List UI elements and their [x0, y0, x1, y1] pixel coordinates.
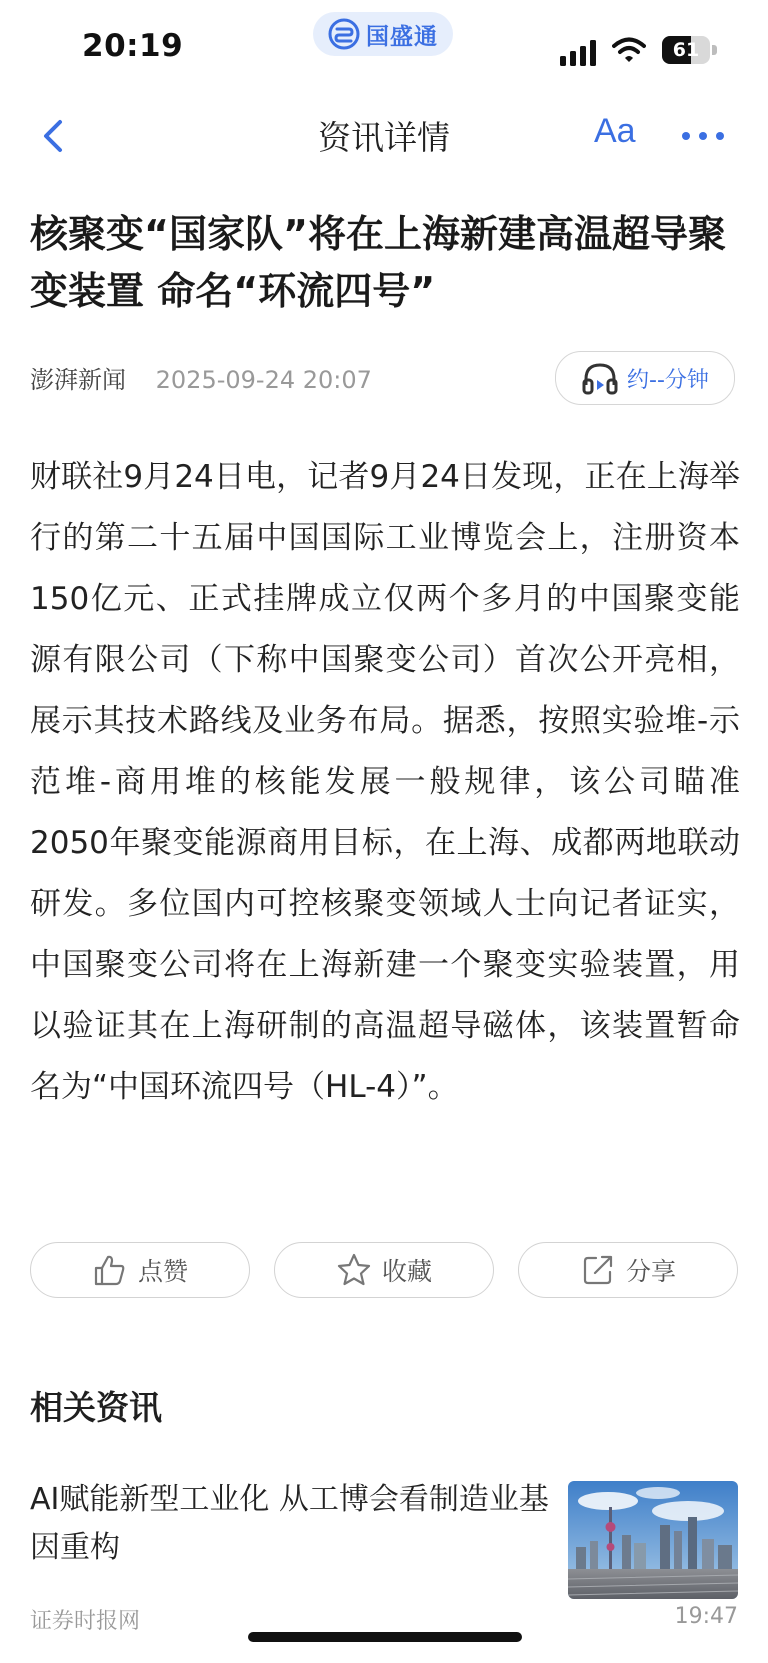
- like-button[interactable]: [30, 1242, 250, 1298]
- status-bar: [0, 0, 768, 100]
- thumbs-up-icon: [92, 1252, 128, 1288]
- article-body: 财联社9月24日电，记者9月24日发现，正在上海举行的第二十五届中国国际工业博览会上，注册资本150亿元、正式挂牌成立仅两个多月的中国聚变能源有限公司（下称中国聚变公司）首次公开亮相，展示其技术路线及业务布局。据悉，按照实验堆-示范堆-商用堆的核能发展一般规律，该公司瞄准2050年聚变能源商用目标，在上海、成都两地联动研发。多位国内可控核聚变领域人士向记者证实，中国聚变公司将在上海新建一个聚变实验装置，用以验证其在上海研制的高温超导磁体，该装置暂命名为“中国环流四号（HL-4）”。: [30, 459, 740, 1105]
- news-title: AI赋能新型工业化 从工博会看制造业基因重构: [30, 1482, 549, 1565]
- app-badge-label: 国盛通: [366, 23, 438, 50]
- app-logo-icon: [328, 18, 360, 50]
- favorite-label: 收藏: [381, 1257, 432, 1286]
- list-item[interactable]: [30, 1476, 738, 1646]
- share-label: 分享: [625, 1257, 676, 1286]
- article-source: 澎湃新闻: [30, 366, 126, 394]
- listen-duration: 约--分钟: [627, 367, 709, 393]
- article-datetime: 2025-09-24 20:07: [155, 366, 372, 394]
- listen-button[interactable]: [555, 351, 735, 405]
- article-meta: [30, 360, 372, 395]
- share-button[interactable]: [518, 1242, 738, 1298]
- battery-icon: [662, 36, 718, 64]
- headphones-icon: [581, 361, 619, 395]
- star-icon: [336, 1252, 372, 1288]
- share-icon: [580, 1252, 616, 1288]
- like-label: 点赞: [137, 1257, 188, 1286]
- page-title: 资讯详情: [318, 118, 450, 157]
- app-badge[interactable]: [313, 12, 453, 56]
- nav-bar: [0, 100, 768, 172]
- font-size-button[interactable]: Aa: [594, 112, 636, 150]
- status-time: 20:19: [82, 28, 184, 64]
- news-time: 19:47: [674, 1604, 738, 1629]
- more-icon[interactable]: [680, 122, 726, 150]
- cellular-signal-icon: [560, 40, 600, 66]
- article-actions: [30, 1242, 738, 1300]
- related-news-title: 相关资讯: [30, 1388, 162, 1427]
- news-thumbnail-skyline-image: [568, 1481, 738, 1599]
- wifi-icon: [612, 36, 646, 64]
- home-indicator: [248, 1632, 522, 1642]
- battery-percent: 61: [672, 39, 700, 61]
- news-source: 证券时报网: [30, 1609, 141, 1634]
- favorite-button[interactable]: [274, 1242, 494, 1298]
- article-headline: 核聚变“国家队”将在上海新建高温超导聚变装置 命名“环流四号”: [30, 212, 726, 313]
